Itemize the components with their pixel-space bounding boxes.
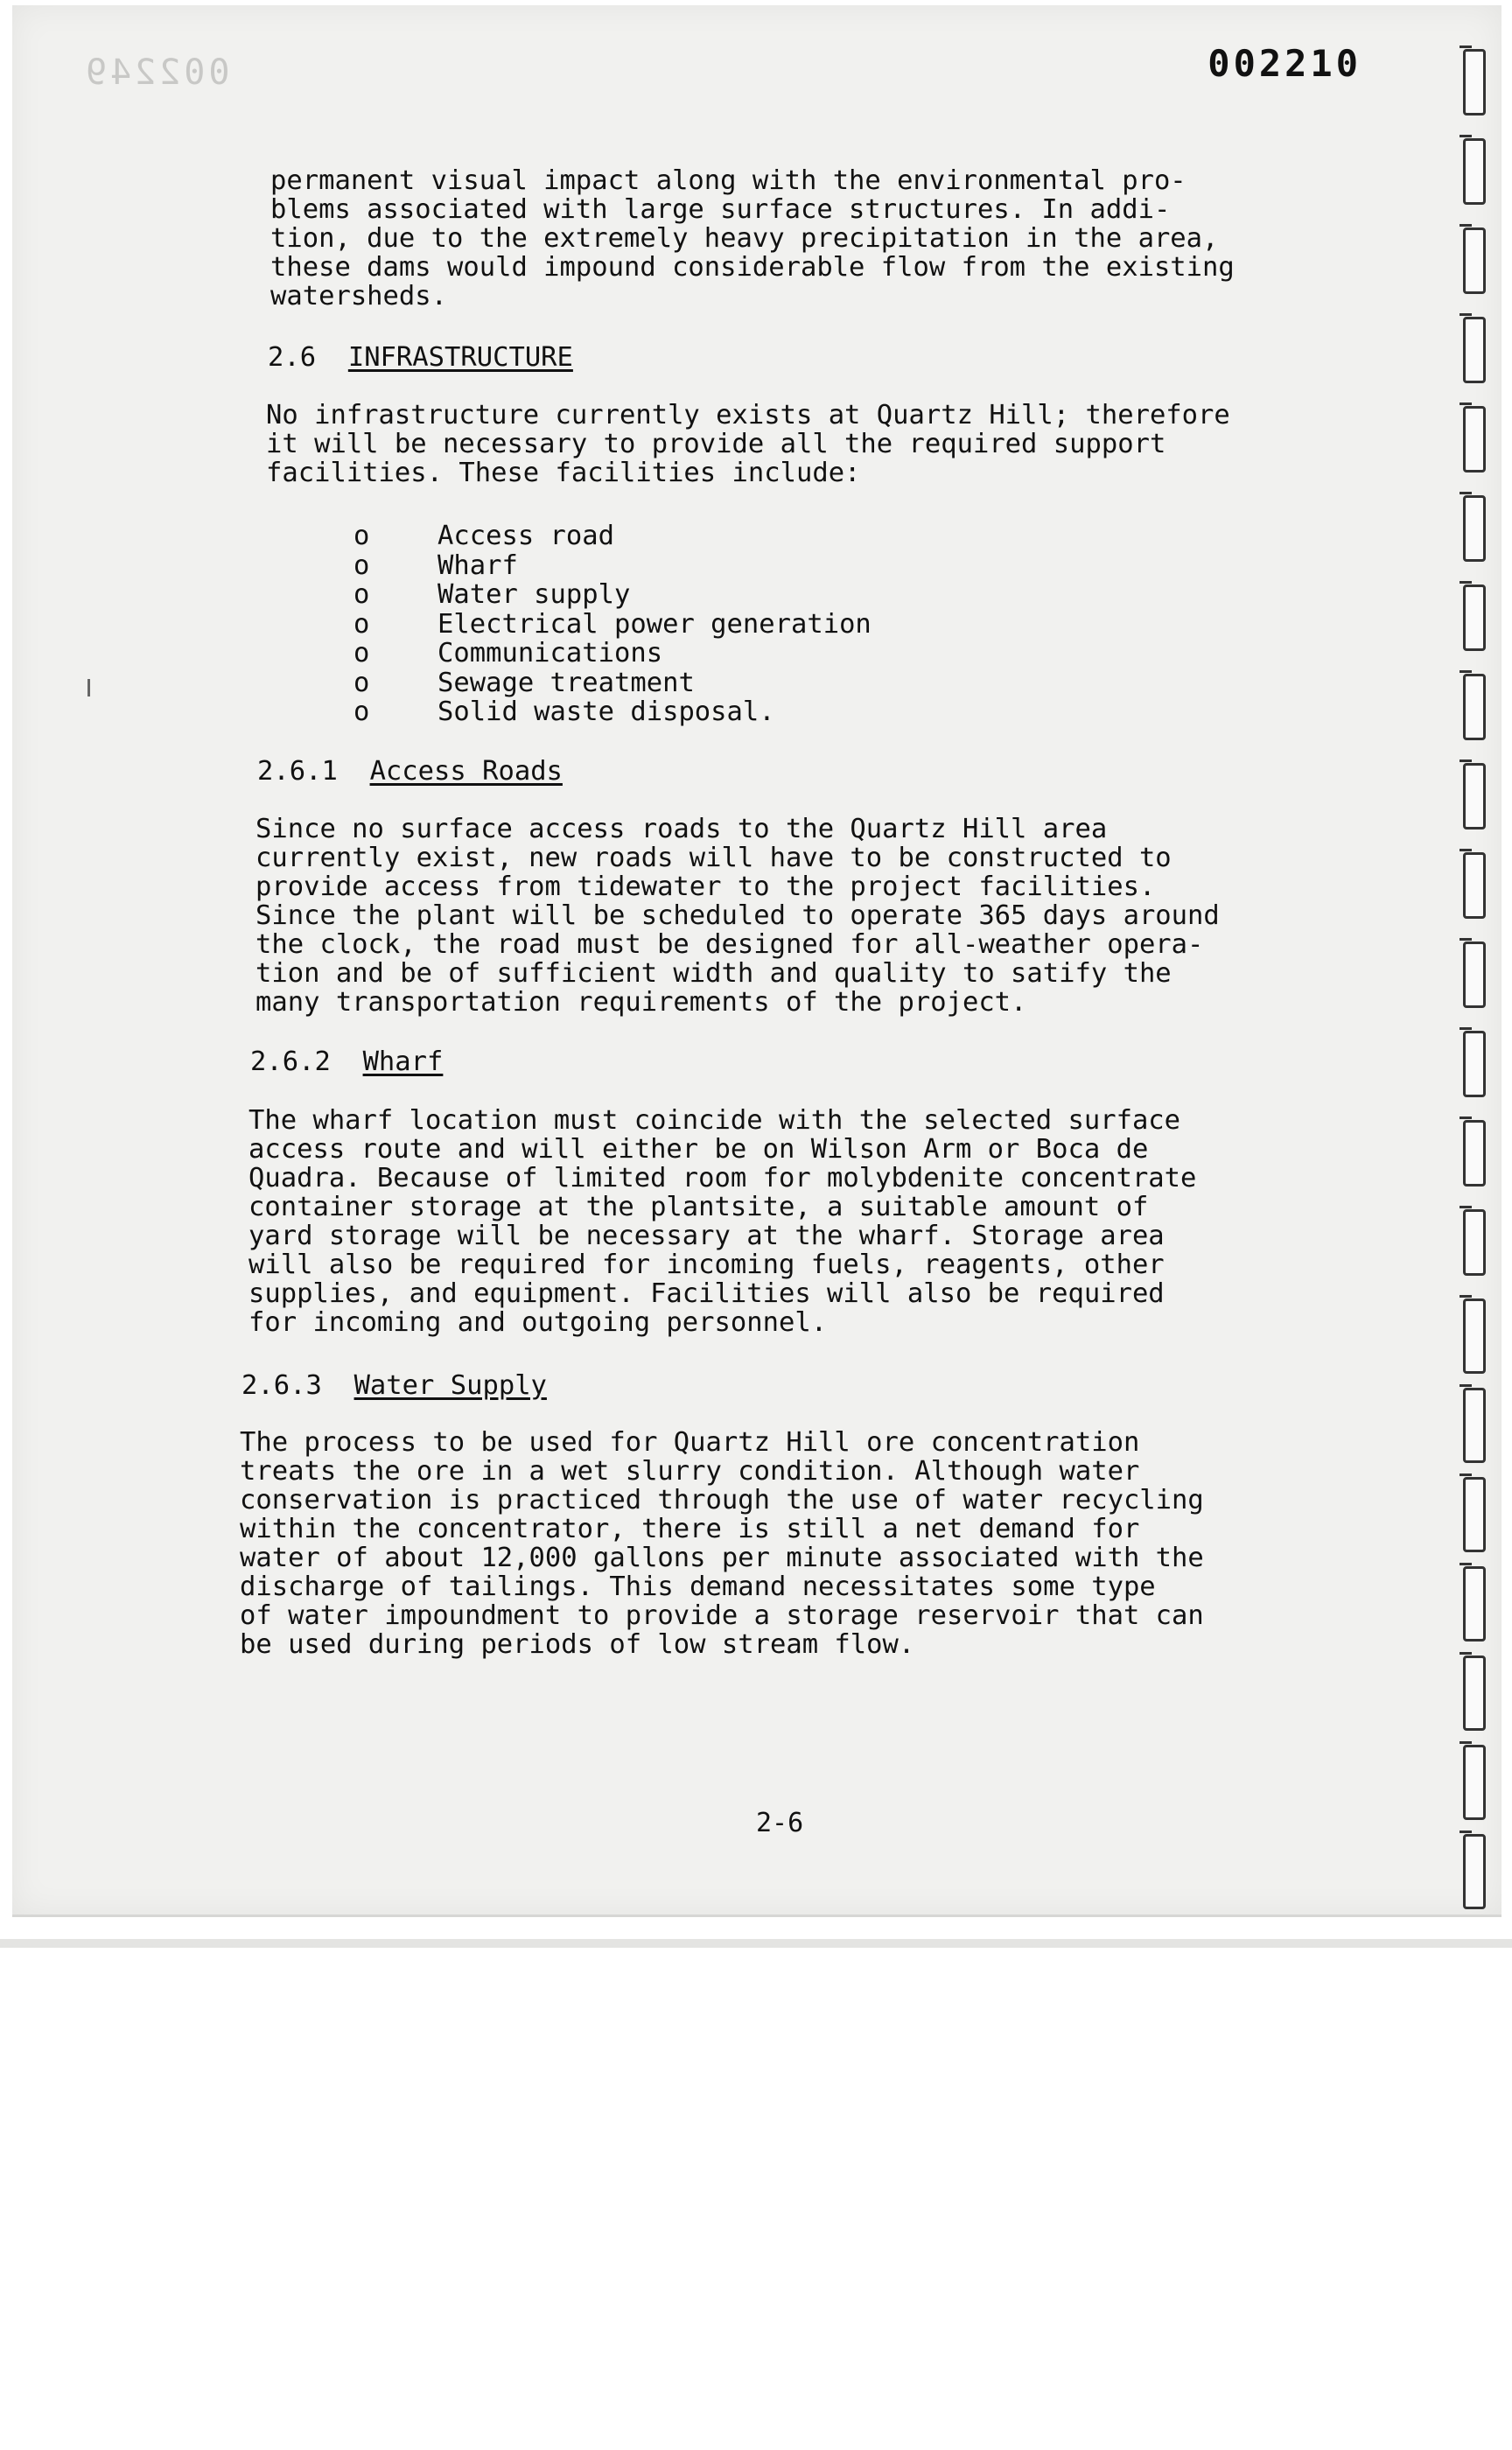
text-line: Since no surface access roads to the Quartz Hill area <box>256 814 1108 844</box>
text-line: permanent visual impact along with the environmental pro- <box>270 165 1186 196</box>
page-number: 2-6 <box>756 1808 804 1838</box>
facility-item <box>354 610 872 640</box>
text-line: Quadra. Because of limited room for molybdenite concentrate <box>248 1163 1197 1194</box>
text-line: tion, due to the extremely heavy precipitation in the area, <box>270 223 1219 254</box>
binder-tab-hook <box>1460 581 1472 584</box>
section-heading-wharf <box>250 1046 443 1077</box>
binder-tab <box>1463 317 1486 383</box>
facilities-list <box>354 522 872 727</box>
section-number: 2.6 <box>268 342 317 373</box>
facility-label: Solid waste disposal. <box>438 696 775 727</box>
bullet-mark: o <box>354 667 370 698</box>
text-line: be used during periods of low stream flow. <box>240 1629 915 1660</box>
facility-label: Sewage treatment <box>438 667 695 698</box>
section-title: INFRASTRUCTURE <box>347 342 573 373</box>
binder-tab <box>1463 1388 1486 1463</box>
binder-tab <box>1463 1834 1486 1909</box>
bleed-through-number: 002249 <box>82 52 230 93</box>
section-heading-access-roads <box>257 756 563 787</box>
text-line: watersheds. <box>270 281 447 312</box>
text-line: blems associated with large surface structures. In addi- <box>270 194 1171 225</box>
text-line: of water impoundment to provide a storage reservoir that can <box>240 1600 1204 1631</box>
binder-tab-hook <box>1460 938 1472 941</box>
text-line: it will be necessary to provide all the required support <box>266 429 1166 459</box>
bullet-mark: o <box>354 579 370 610</box>
text-line: for incoming and outgoing personnel. <box>248 1307 828 1338</box>
binder-tab-hook <box>1460 1206 1472 1208</box>
binder-tab <box>1463 763 1486 830</box>
binder-tab-hook <box>1460 760 1472 762</box>
facility-item <box>354 668 872 698</box>
binder-tab-hook <box>1460 1741 1472 1744</box>
binder-tab <box>1463 1566 1486 1642</box>
section-number: 2.6.3 <box>242 1370 322 1401</box>
access-roads-paragraph <box>256 815 1332 1017</box>
text-line: conservation is practiced through the use of water recycling <box>240 1485 1204 1516</box>
binder-tab-hook <box>1460 670 1472 673</box>
intro-paragraph <box>270 166 1343 311</box>
facility-label: Electrical power generation <box>438 608 872 640</box>
facility-label: Water supply <box>438 579 631 610</box>
text-line: yard storage will be necessary at the wharf. Storage area <box>248 1221 1165 1251</box>
facility-item <box>354 697 872 727</box>
section-title: Wharf <box>362 1046 444 1077</box>
bullet-mark: o <box>354 638 370 668</box>
section-title: Water Supply <box>354 1370 547 1401</box>
binder-tab-hook <box>1460 1563 1472 1565</box>
text-line: facilities. These facilities include: <box>266 458 861 488</box>
text-line: currently exist, new roads will have to be constructed to <box>256 843 1172 873</box>
binder-tab-hook <box>1460 1830 1472 1833</box>
binder-tab <box>1463 1298 1486 1374</box>
facility-item <box>354 522 872 551</box>
text-line: will also be required for incoming fuels, reagents, other <box>248 1250 1165 1280</box>
section-number: 2.6.1 <box>257 756 338 787</box>
text-line: container storage at the plantsite, a suitable amount of <box>248 1192 1149 1222</box>
bullet-mark: o <box>354 521 370 551</box>
facility-label: Access road <box>438 521 614 551</box>
text-line: many transportation requirements of the project. <box>256 987 1027 1018</box>
binder-tab <box>1463 674 1486 740</box>
binder-tab <box>1463 49 1486 116</box>
binder-tab <box>1463 1031 1486 1097</box>
document-number: 002210 <box>1208 42 1362 85</box>
text-line: The process to be used for Quartz Hill ore concentration <box>240 1427 1140 1458</box>
text-line: Since the plant will be scheduled to operate 365 days around <box>256 900 1220 931</box>
facility-item <box>354 639 872 668</box>
text-line: discharge of tailings. This demand necessitates some type <box>240 1572 1156 1602</box>
binder-tab-hook <box>1460 1474 1472 1476</box>
binder-tab-hook <box>1460 402 1472 405</box>
facility-item <box>354 551 872 581</box>
binder-tab-hook <box>1460 224 1472 227</box>
text-line: supplies, and equipment. Facilities will also be required <box>248 1278 1165 1309</box>
binder-tab <box>1463 1120 1486 1186</box>
binder-tab <box>1463 584 1486 651</box>
binder-tab-hook <box>1460 1652 1472 1655</box>
text-line: provide access from tidewater to the project facilities. <box>256 872 1156 902</box>
text-line: water of about 12,000 gallons per minute associated with the <box>240 1543 1204 1573</box>
binder-tab <box>1463 495 1486 562</box>
binder-tab-hook <box>1460 849 1472 851</box>
document-page <box>12 5 1502 1917</box>
wharf-paragraph <box>248 1106 1326 1337</box>
binder-tab <box>1463 138 1486 205</box>
binder-tab-hook <box>1460 1116 1472 1119</box>
binder-tab-hook <box>1460 135 1472 137</box>
text-line: these dams would impound considerable flow from the existing <box>270 252 1235 283</box>
water-supply-paragraph <box>240 1428 1316 1659</box>
binder-tab-hook <box>1460 313 1472 316</box>
facility-label: Wharf <box>438 550 518 581</box>
page-edge <box>0 1939 1512 1948</box>
text-line: No infrastructure currently exists at Quartz Hill; therefore <box>266 400 1230 430</box>
binder-tab <box>1463 942 1486 1008</box>
section-heading-infrastructure <box>268 342 573 373</box>
infrastructure-paragraph <box>266 401 1340 487</box>
binder-tab <box>1463 1209 1486 1276</box>
binder-tab <box>1463 1477 1486 1552</box>
margin-mark <box>88 679 90 696</box>
binder-tab <box>1463 852 1486 919</box>
section-title: Access Roads <box>369 756 563 787</box>
binder-tab-hook <box>1460 46 1472 48</box>
facility-item <box>354 580 872 610</box>
facility-label: Communications <box>438 638 663 668</box>
binder-tab-hook <box>1460 1027 1472 1030</box>
text-line: The wharf location must coincide with the selected surface <box>248 1105 1181 1136</box>
binder-tab-hook <box>1460 492 1472 494</box>
text-line: tion and be of sufficient width and quality to satify the <box>256 958 1172 989</box>
bullet-mark: o <box>354 696 370 727</box>
text-line: within the concentrator, there is still a net demand for <box>240 1514 1140 1544</box>
section-number: 2.6.2 <box>250 1046 331 1077</box>
text-line: access route and will either be on Wilson Arm or Boca de <box>248 1134 1149 1165</box>
binder-tab-hook <box>1460 1295 1472 1298</box>
text-line: the clock, the road must be designed for all-weather opera- <box>256 929 1204 960</box>
bullet-mark: o <box>354 550 370 581</box>
section-heading-water-supply <box>242 1370 547 1401</box>
binder-tab <box>1463 1745 1486 1820</box>
binder-tab-hook <box>1460 1384 1472 1387</box>
bullet-mark: o <box>354 608 370 640</box>
binder-tab <box>1463 406 1486 472</box>
binder-tab <box>1463 1656 1486 1731</box>
binder-tab <box>1463 228 1486 294</box>
text-line: treats the ore in a wet slurry condition. Although water <box>240 1456 1140 1487</box>
